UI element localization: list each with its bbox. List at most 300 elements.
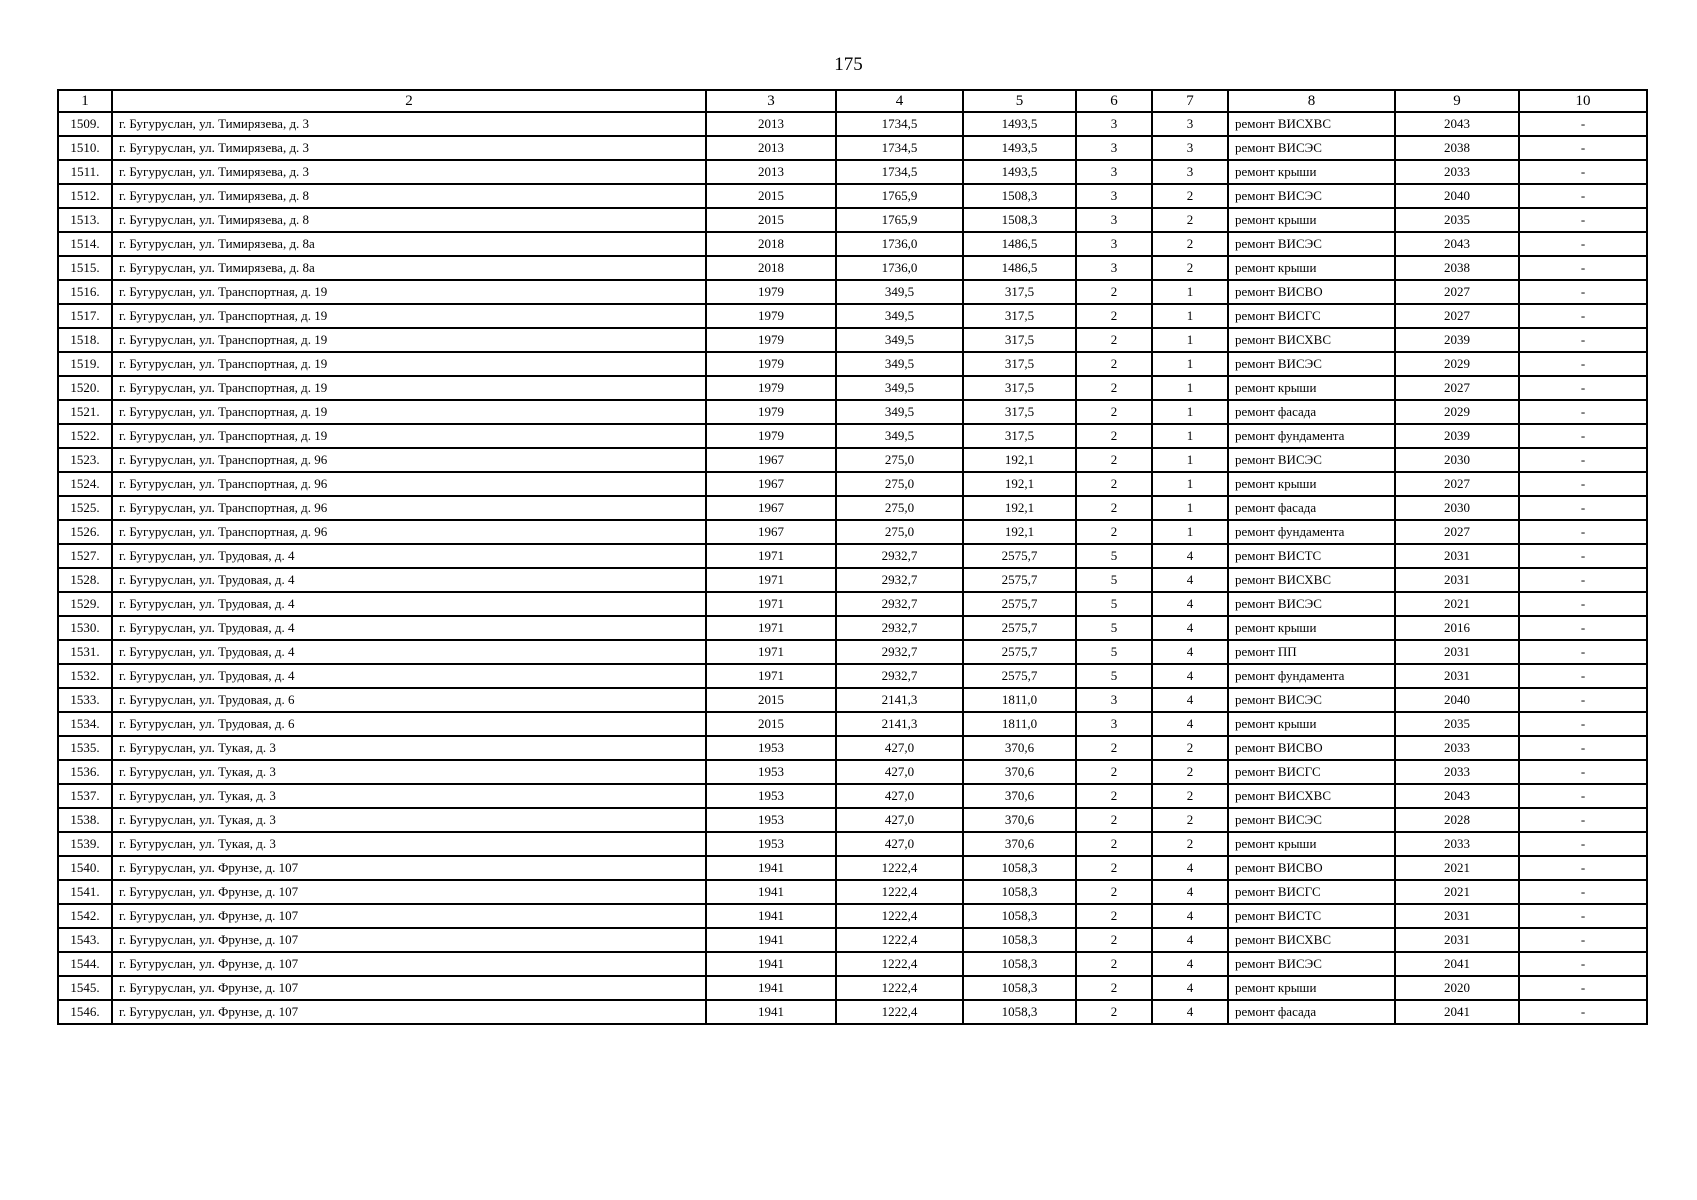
total-area-cell: 1222,4 <box>836 904 963 928</box>
address-cell: г. Бугуруслан, ул. Тимирязева, д. 8а <box>112 256 706 280</box>
planned-year-cell: 2030 <box>1395 448 1519 472</box>
note-cell: - <box>1519 328 1647 352</box>
total-area-cell: 1765,9 <box>836 184 963 208</box>
planned-year-cell: 2027 <box>1395 304 1519 328</box>
total-area-cell: 275,0 <box>836 472 963 496</box>
floors-cell: 2 <box>1076 400 1152 424</box>
planned-year-cell: 2028 <box>1395 808 1519 832</box>
floors-cell: 5 <box>1076 664 1152 688</box>
address-cell: г. Бугуруслан, ул. Транспортная, д. 19 <box>112 304 706 328</box>
year-built-cell: 2013 <box>706 136 836 160</box>
note-cell: - <box>1519 784 1647 808</box>
floors-cell: 2 <box>1076 472 1152 496</box>
row-number-cell: 1532. <box>58 664 112 688</box>
row-number-cell: 1520. <box>58 376 112 400</box>
living-area-cell: 1486,5 <box>963 256 1076 280</box>
floors-cell: 3 <box>1076 112 1152 136</box>
total-area-cell: 2932,7 <box>836 592 963 616</box>
address-cell: г. Бугуруслан, ул. Фрунзе, д. 107 <box>112 856 706 880</box>
table-row <box>58 280 1647 304</box>
planned-year-cell: 2029 <box>1395 352 1519 376</box>
table-row <box>58 424 1647 448</box>
work-type-cell: ремонт фасада <box>1228 496 1395 520</box>
work-type-cell: ремонт фундамента <box>1228 424 1395 448</box>
header-row <box>58 90 1647 112</box>
note-cell: - <box>1519 376 1647 400</box>
floors-cell: 2 <box>1076 736 1152 760</box>
row-number-cell: 1545. <box>58 976 112 1000</box>
note-cell: - <box>1519 352 1647 376</box>
address-cell: г. Бугуруслан, ул. Трудовая, д. 4 <box>112 616 706 640</box>
living-area-cell: 370,6 <box>963 784 1076 808</box>
entrances-cell: 4 <box>1152 952 1228 976</box>
address-cell: г. Бугуруслан, ул. Тимирязева, д. 8а <box>112 232 706 256</box>
year-built-cell: 2013 <box>706 160 836 184</box>
entrances-cell: 1 <box>1152 496 1228 520</box>
year-built-cell: 1971 <box>706 640 836 664</box>
table-row <box>58 832 1647 856</box>
planned-year-cell: 2035 <box>1395 712 1519 736</box>
note-cell: - <box>1519 400 1647 424</box>
address-cell: г. Бугуруслан, ул. Транспортная, д. 19 <box>112 328 706 352</box>
note-cell: - <box>1519 544 1647 568</box>
table-row <box>58 232 1647 256</box>
row-number-cell: 1541. <box>58 880 112 904</box>
table-header <box>58 90 1647 112</box>
planned-year-cell: 2043 <box>1395 112 1519 136</box>
entrances-cell: 4 <box>1152 856 1228 880</box>
entrances-cell: 2 <box>1152 256 1228 280</box>
table-row <box>58 472 1647 496</box>
floors-cell: 2 <box>1076 448 1152 472</box>
living-area-cell: 2575,7 <box>963 616 1076 640</box>
table-body <box>58 112 1647 1024</box>
living-area-cell: 1811,0 <box>963 712 1076 736</box>
entrances-cell: 4 <box>1152 976 1228 1000</box>
living-area-cell: 192,1 <box>963 520 1076 544</box>
living-area-cell: 1493,5 <box>963 136 1076 160</box>
address-cell: г. Бугуруслан, ул. Тимирязева, д. 3 <box>112 160 706 184</box>
work-type-cell: ремонт ВИСЭС <box>1228 352 1395 376</box>
entrances-cell: 2 <box>1152 760 1228 784</box>
planned-year-cell: 2041 <box>1395 952 1519 976</box>
entrances-cell: 4 <box>1152 616 1228 640</box>
total-area-cell: 2932,7 <box>836 664 963 688</box>
total-area-cell: 349,5 <box>836 352 963 376</box>
table-row <box>58 352 1647 376</box>
address-cell: г. Бугуруслан, ул. Трудовая, д. 4 <box>112 640 706 664</box>
planned-year-cell: 2027 <box>1395 520 1519 544</box>
table-row <box>58 208 1647 232</box>
year-built-cell: 1953 <box>706 784 836 808</box>
planned-year-cell: 2033 <box>1395 760 1519 784</box>
floors-cell: 3 <box>1076 256 1152 280</box>
planned-year-cell: 2040 <box>1395 688 1519 712</box>
floors-cell: 2 <box>1076 832 1152 856</box>
planned-year-cell: 2033 <box>1395 160 1519 184</box>
work-type-cell: ремонт фасада <box>1228 1000 1395 1024</box>
year-built-cell: 1979 <box>706 328 836 352</box>
note-cell: - <box>1519 808 1647 832</box>
work-type-cell: ремонт ВИСВО <box>1228 736 1395 760</box>
note-cell: - <box>1519 952 1647 976</box>
address-cell: г. Бугуруслан, ул. Тимирязева, д. 8 <box>112 208 706 232</box>
year-built-cell: 1953 <box>706 736 836 760</box>
row-number-cell: 1534. <box>58 712 112 736</box>
work-type-cell: ремонт ВИСТС <box>1228 544 1395 568</box>
total-area-cell: 427,0 <box>836 760 963 784</box>
living-area-cell: 2575,7 <box>963 544 1076 568</box>
table-row <box>58 928 1647 952</box>
floors-cell: 5 <box>1076 616 1152 640</box>
year-built-cell: 1967 <box>706 520 836 544</box>
entrances-cell: 4 <box>1152 544 1228 568</box>
living-area-cell: 1508,3 <box>963 184 1076 208</box>
floors-cell: 2 <box>1076 520 1152 544</box>
address-cell: г. Бугуруслан, ул. Тукая, д. 3 <box>112 784 706 808</box>
row-number-cell: 1535. <box>58 736 112 760</box>
note-cell: - <box>1519 280 1647 304</box>
floors-cell: 3 <box>1076 136 1152 160</box>
table-row <box>58 952 1647 976</box>
planned-year-cell: 2035 <box>1395 208 1519 232</box>
row-number-cell: 1543. <box>58 928 112 952</box>
total-area-cell: 1222,4 <box>836 928 963 952</box>
year-built-cell: 1941 <box>706 1000 836 1024</box>
row-number-cell: 1537. <box>58 784 112 808</box>
planned-year-cell: 2041 <box>1395 1000 1519 1024</box>
note-cell: - <box>1519 424 1647 448</box>
work-type-cell: ремонт ВИСХВС <box>1228 784 1395 808</box>
total-area-cell: 2932,7 <box>836 544 963 568</box>
row-number-cell: 1533. <box>58 688 112 712</box>
entrances-cell: 2 <box>1152 784 1228 808</box>
total-area-cell: 2141,3 <box>836 712 963 736</box>
total-area-cell: 349,5 <box>836 304 963 328</box>
living-area-cell: 370,6 <box>963 760 1076 784</box>
planned-year-cell: 2031 <box>1395 640 1519 664</box>
living-area-cell: 1058,3 <box>963 904 1076 928</box>
living-area-cell: 1493,5 <box>963 112 1076 136</box>
total-area-cell: 1222,4 <box>836 952 963 976</box>
work-type-cell: ремонт крыши <box>1228 832 1395 856</box>
note-cell: - <box>1519 232 1647 256</box>
total-area-cell: 1736,0 <box>836 232 963 256</box>
total-area-cell: 349,5 <box>836 328 963 352</box>
year-built-cell: 1941 <box>706 928 836 952</box>
address-cell: г. Бугуруслан, ул. Транспортная, д. 96 <box>112 496 706 520</box>
work-type-cell: ремонт крыши <box>1228 208 1395 232</box>
planned-year-cell: 2031 <box>1395 904 1519 928</box>
floors-cell: 5 <box>1076 592 1152 616</box>
floors-cell: 2 <box>1076 808 1152 832</box>
living-area-cell: 317,5 <box>963 304 1076 328</box>
work-type-cell: ремонт ВИСЭС <box>1228 688 1395 712</box>
planned-year-cell: 2039 <box>1395 424 1519 448</box>
living-area-cell: 317,5 <box>963 400 1076 424</box>
year-built-cell: 1953 <box>706 832 836 856</box>
column-header-10: 10 <box>1519 90 1647 112</box>
total-area-cell: 1734,5 <box>836 112 963 136</box>
total-area-cell: 275,0 <box>836 520 963 544</box>
row-number-cell: 1524. <box>58 472 112 496</box>
floors-cell: 3 <box>1076 712 1152 736</box>
column-header-4: 4 <box>836 90 963 112</box>
floors-cell: 3 <box>1076 160 1152 184</box>
work-type-cell: ремонт ВИСХВС <box>1228 928 1395 952</box>
entrances-cell: 1 <box>1152 328 1228 352</box>
floors-cell: 5 <box>1076 568 1152 592</box>
note-cell: - <box>1519 856 1647 880</box>
column-header-7: 7 <box>1152 90 1228 112</box>
planned-year-cell: 2031 <box>1395 544 1519 568</box>
year-built-cell: 1971 <box>706 544 836 568</box>
living-area-cell: 192,1 <box>963 472 1076 496</box>
total-area-cell: 349,5 <box>836 280 963 304</box>
total-area-cell: 1736,0 <box>836 256 963 280</box>
living-area-cell: 317,5 <box>963 352 1076 376</box>
row-number-cell: 1527. <box>58 544 112 568</box>
floors-cell: 2 <box>1076 304 1152 328</box>
work-type-cell: ремонт ВИСЭС <box>1228 592 1395 616</box>
address-cell: г. Бугуруслан, ул. Транспортная, д. 19 <box>112 400 706 424</box>
living-area-cell: 1486,5 <box>963 232 1076 256</box>
entrances-cell: 1 <box>1152 352 1228 376</box>
row-number-cell: 1530. <box>58 616 112 640</box>
year-built-cell: 1971 <box>706 664 836 688</box>
repair-schedule-table <box>57 89 1648 1025</box>
year-built-cell: 1967 <box>706 496 836 520</box>
entrances-cell: 4 <box>1152 880 1228 904</box>
row-number-cell: 1522. <box>58 424 112 448</box>
floors-cell: 2 <box>1076 976 1152 1000</box>
total-area-cell: 2932,7 <box>836 616 963 640</box>
table-row <box>58 904 1647 928</box>
floors-cell: 2 <box>1076 1000 1152 1024</box>
total-area-cell: 275,0 <box>836 496 963 520</box>
work-type-cell: ремонт ВИСХВС <box>1228 328 1395 352</box>
entrances-cell: 4 <box>1152 904 1228 928</box>
floors-cell: 2 <box>1076 784 1152 808</box>
note-cell: - <box>1519 256 1647 280</box>
row-number-cell: 1514. <box>58 232 112 256</box>
entrances-cell: 4 <box>1152 688 1228 712</box>
row-number-cell: 1525. <box>58 496 112 520</box>
floors-cell: 2 <box>1076 856 1152 880</box>
floors-cell: 2 <box>1076 496 1152 520</box>
living-area-cell: 1058,3 <box>963 1000 1076 1024</box>
entrances-cell: 1 <box>1152 472 1228 496</box>
address-cell: г. Бугуруслан, ул. Фрунзе, д. 107 <box>112 928 706 952</box>
note-cell: - <box>1519 688 1647 712</box>
total-area-cell: 1222,4 <box>836 1000 963 1024</box>
planned-year-cell: 2021 <box>1395 880 1519 904</box>
year-built-cell: 1979 <box>706 376 836 400</box>
year-built-cell: 2018 <box>706 232 836 256</box>
table-row <box>58 664 1647 688</box>
note-cell: - <box>1519 568 1647 592</box>
planned-year-cell: 2027 <box>1395 472 1519 496</box>
year-built-cell: 1979 <box>706 424 836 448</box>
year-built-cell: 1941 <box>706 880 836 904</box>
total-area-cell: 427,0 <box>836 808 963 832</box>
work-type-cell: ремонт ВИСВО <box>1228 280 1395 304</box>
note-cell: - <box>1519 832 1647 856</box>
entrances-cell: 1 <box>1152 424 1228 448</box>
address-cell: г. Бугуруслан, ул. Транспортная, д. 19 <box>112 352 706 376</box>
address-cell: г. Бугуруслан, ул. Фрунзе, д. 107 <box>112 904 706 928</box>
row-number-cell: 1509. <box>58 112 112 136</box>
entrances-cell: 4 <box>1152 712 1228 736</box>
work-type-cell: ремонт фундамента <box>1228 520 1395 544</box>
row-number-cell: 1519. <box>58 352 112 376</box>
planned-year-cell: 2029 <box>1395 400 1519 424</box>
floors-cell: 2 <box>1076 760 1152 784</box>
column-header-3: 3 <box>706 90 836 112</box>
address-cell: г. Бугуруслан, ул. Транспортная, д. 96 <box>112 520 706 544</box>
table-row <box>58 136 1647 160</box>
address-cell: г. Бугуруслан, ул. Трудовая, д. 4 <box>112 544 706 568</box>
table-row <box>58 1000 1647 1024</box>
total-area-cell: 2932,7 <box>836 568 963 592</box>
living-area-cell: 192,1 <box>963 496 1076 520</box>
work-type-cell: ремонт ПП <box>1228 640 1395 664</box>
work-type-cell: ремонт ВИСЭС <box>1228 184 1395 208</box>
year-built-cell: 1967 <box>706 472 836 496</box>
total-area-cell: 427,0 <box>836 736 963 760</box>
planned-year-cell: 2031 <box>1395 664 1519 688</box>
row-number-cell: 1538. <box>58 808 112 832</box>
address-cell: г. Бугуруслан, ул. Транспортная, д. 19 <box>112 376 706 400</box>
table-row <box>58 376 1647 400</box>
floors-cell: 3 <box>1076 208 1152 232</box>
total-area-cell: 349,5 <box>836 400 963 424</box>
entrances-cell: 1 <box>1152 520 1228 544</box>
work-type-cell: ремонт фасада <box>1228 400 1395 424</box>
table-row <box>58 856 1647 880</box>
floors-cell: 2 <box>1076 328 1152 352</box>
planned-year-cell: 2043 <box>1395 232 1519 256</box>
work-type-cell: ремонт ВИСЭС <box>1228 136 1395 160</box>
address-cell: г. Бугуруслан, ул. Тукая, д. 3 <box>112 832 706 856</box>
living-area-cell: 1058,3 <box>963 880 1076 904</box>
table-row <box>58 112 1647 136</box>
total-area-cell: 2141,3 <box>836 688 963 712</box>
living-area-cell: 317,5 <box>963 280 1076 304</box>
total-area-cell: 1734,5 <box>836 136 963 160</box>
floors-cell: 3 <box>1076 232 1152 256</box>
work-type-cell: ремонт ВИСЭС <box>1228 448 1395 472</box>
total-area-cell: 275,0 <box>836 448 963 472</box>
row-number-cell: 1513. <box>58 208 112 232</box>
year-built-cell: 1979 <box>706 352 836 376</box>
total-area-cell: 1222,4 <box>836 856 963 880</box>
entrances-cell: 3 <box>1152 136 1228 160</box>
year-built-cell: 1941 <box>706 856 836 880</box>
entrances-cell: 1 <box>1152 400 1228 424</box>
work-type-cell: ремонт ВИСЭС <box>1228 232 1395 256</box>
row-number-cell: 1511. <box>58 160 112 184</box>
year-built-cell: 1979 <box>706 280 836 304</box>
row-number-cell: 1528. <box>58 568 112 592</box>
entrances-cell: 4 <box>1152 568 1228 592</box>
table-row <box>58 256 1647 280</box>
column-header-6: 6 <box>1076 90 1152 112</box>
address-cell: г. Бугуруслан, ул. Тимирязева, д. 3 <box>112 136 706 160</box>
work-type-cell: ремонт фундамента <box>1228 664 1395 688</box>
planned-year-cell: 2021 <box>1395 856 1519 880</box>
total-area-cell: 349,5 <box>836 376 963 400</box>
note-cell: - <box>1519 160 1647 184</box>
floors-cell: 2 <box>1076 928 1152 952</box>
planned-year-cell: 2039 <box>1395 328 1519 352</box>
total-area-cell: 427,0 <box>836 832 963 856</box>
floors-cell: 5 <box>1076 544 1152 568</box>
note-cell: - <box>1519 472 1647 496</box>
work-type-cell: ремонт ВИСЭС <box>1228 952 1395 976</box>
row-number-cell: 1518. <box>58 328 112 352</box>
living-area-cell: 1493,5 <box>963 160 1076 184</box>
year-built-cell: 2015 <box>706 712 836 736</box>
total-area-cell: 1765,9 <box>836 208 963 232</box>
row-number-cell: 1523. <box>58 448 112 472</box>
table-row <box>58 520 1647 544</box>
table-row <box>58 184 1647 208</box>
entrances-cell: 4 <box>1152 664 1228 688</box>
entrances-cell: 4 <box>1152 928 1228 952</box>
year-built-cell: 1971 <box>706 592 836 616</box>
table-row <box>58 688 1647 712</box>
floors-cell: 3 <box>1076 184 1152 208</box>
year-built-cell: 1971 <box>706 568 836 592</box>
note-cell: - <box>1519 880 1647 904</box>
total-area-cell: 1222,4 <box>836 976 963 1000</box>
floors-cell: 2 <box>1076 424 1152 448</box>
work-type-cell: ремонт ВИСГС <box>1228 880 1395 904</box>
note-cell: - <box>1519 664 1647 688</box>
row-number-cell: 1544. <box>58 952 112 976</box>
living-area-cell: 2575,7 <box>963 640 1076 664</box>
living-area-cell: 1058,3 <box>963 928 1076 952</box>
note-cell: - <box>1519 184 1647 208</box>
address-cell: г. Бугуруслан, ул. Трудовая, д. 4 <box>112 664 706 688</box>
entrances-cell: 1 <box>1152 448 1228 472</box>
work-type-cell: ремонт крыши <box>1228 256 1395 280</box>
work-type-cell: ремонт ВИСХВС <box>1228 568 1395 592</box>
planned-year-cell: 2040 <box>1395 184 1519 208</box>
living-area-cell: 370,6 <box>963 808 1076 832</box>
table-row <box>58 784 1647 808</box>
work-type-cell: ремонт ВИСЭС <box>1228 808 1395 832</box>
planned-year-cell: 2021 <box>1395 592 1519 616</box>
year-built-cell: 1953 <box>706 760 836 784</box>
work-type-cell: ремонт крыши <box>1228 976 1395 1000</box>
year-built-cell: 1941 <box>706 952 836 976</box>
row-number-cell: 1512. <box>58 184 112 208</box>
living-area-cell: 317,5 <box>963 376 1076 400</box>
living-area-cell: 370,6 <box>963 736 1076 760</box>
entrances-cell: 4 <box>1152 640 1228 664</box>
work-type-cell: ремонт ВИСТС <box>1228 904 1395 928</box>
address-cell: г. Бугуруслан, ул. Трудовая, д. 6 <box>112 712 706 736</box>
address-cell: г. Бугуруслан, ул. Тимирязева, д. 8 <box>112 184 706 208</box>
row-number-cell: 1540. <box>58 856 112 880</box>
floors-cell: 2 <box>1076 904 1152 928</box>
total-area-cell: 2932,7 <box>836 640 963 664</box>
work-type-cell: ремонт ВИСХВС <box>1228 112 1395 136</box>
row-number-cell: 1510. <box>58 136 112 160</box>
year-built-cell: 2015 <box>706 208 836 232</box>
